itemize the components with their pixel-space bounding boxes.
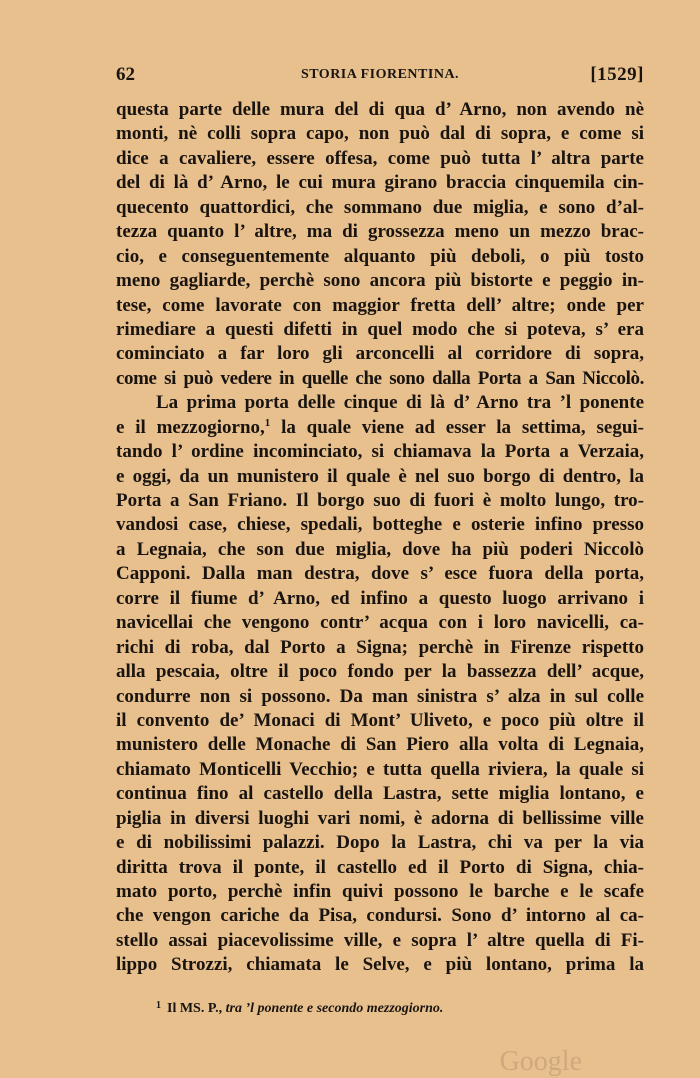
text-line: quecento quattordici, che sommano due miglia, e sono d’al- (116, 196, 644, 218)
footnote-italic: tra ’l ponente e secondo mezzogiorno. (225, 1001, 444, 1016)
text-line: La prima porta delle cinque di là d’ Arno tra ’l ponente (156, 392, 644, 414)
text-line: questa parte delle mura del di qua d’ Arno, non avendo nè (116, 99, 644, 120)
text-line: stello assai piacevolissime ville, e sopra l’ altre quella di Fi- (116, 929, 644, 951)
text-line: come si può vedere in quelle che sono dalla Porta a San Niccolò. (116, 367, 644, 389)
text-line: che vengon cariche da Pisa, condursi. Sono d’ intorno al ca- (116, 905, 644, 927)
text-line: rimediare a questi difetti in quel modo che si poteva, s’ era (116, 318, 644, 340)
text-line: tese, come lavorate con maggior fretta dell’ altre; onde per (116, 294, 644, 316)
text-line: alla pescaia, oltre il poco fondo per la bassezza dell’ acque, (116, 661, 644, 683)
text-line: diritta trova il ponte, il castello ed il Porto di Signa, chia- (116, 856, 644, 878)
footnote-lead: Il MS. P., (167, 1001, 223, 1016)
text-line: e oggi, da un munistero il quale è nel suo borgo di dentro, la (116, 465, 644, 487)
text-line: continua fino al castello della Lastra, sette miglia lontano, e (116, 783, 644, 805)
text-line: tando l’ ordine incominciato, si chiamava la Porta a Verzaia, (116, 441, 644, 463)
footnote-mark: 1 (156, 1000, 161, 1011)
text-line: meno gagliarde, perchè sono ancora più bistorte e peggio in- (116, 270, 644, 292)
running-title: STORIA FIORENTINA. (300, 67, 460, 82)
text-line: cio, e conseguentemente alquanto più deboli, o più tosto (116, 245, 644, 267)
text-line: Porta a San Friano. Il borgo suo di fuori è molto lungo, tro- (116, 490, 644, 511)
text-line: richi di roba, dal Porto a Signa; perchè in Firenze rispetto (116, 636, 644, 658)
text-line: vandosi case, chiese, spedali, botteghe e osterie infino presso (116, 514, 644, 536)
text-line: lippo Strozzi, chiamata le Selve, e più lontano, prima la (116, 954, 644, 976)
text-line: del di là d’ Arno, le cui mura girano braccia cinquemila cin- (116, 172, 644, 194)
text-line: tezza quanto l’ altre, ma di grossezza meno un mezzo brac- (116, 221, 644, 243)
text-line: il convento de’ Monaci di Mont’ Uliveto, e poco più oltre il (116, 709, 644, 731)
text-line-with-note (116, 416, 644, 440)
text-line: monti, nè colli sopra capo, non può dal di sopra, e come si (116, 123, 644, 145)
footnote-ref: 1 (264, 416, 271, 429)
text-line: dice a cavaliere, essere offesa, come può tutta l’ altra parte (116, 147, 644, 169)
text-fragment: e il mezzogiorno, (116, 416, 265, 438)
page-number: 62 (116, 64, 135, 85)
text-line: condurre non si possono. Da man sinistra s’ alza in sul colle (116, 685, 644, 707)
text-line: cominciato a far loro gli arconcelli al corridore di sopra, (116, 343, 644, 365)
page-header (116, 64, 644, 88)
text-line: mato porto, perchè infin quivi possono le barche e le scafe (116, 881, 644, 902)
text-line: munistero delle Monache di San Piero alla volta di Legnaia, (116, 734, 644, 756)
text-line: e di nobilissimi palazzi. Dopo la Lastra, chi va per la via (116, 832, 644, 854)
text-line: a Legnaia, che son due miglia, dove ha più poderi Niccolò (116, 538, 644, 560)
text-line: corre il fiume d’ Arno, ed infino a questo luogo arrivano i (116, 587, 644, 609)
year-marker: [1529] (590, 64, 644, 85)
text-line: navicellai che vengono contr’ acqua con i loro navicelli, ca- (116, 612, 644, 634)
text-line: piglia in diversi luoghi vari nomi, è adorna di bellissime ville (116, 807, 644, 829)
body-text (116, 98, 644, 978)
footnote (156, 1000, 636, 1017)
text-line: chiamato Monticelli Vecchio; e tutta quella riviera, la quale si (116, 758, 644, 780)
text-line: Capponi. Dalla man destra, dove s’ esce fuora della porta, (116, 563, 644, 585)
watermark-logo: Google (499, 1046, 582, 1077)
text-fragment: la quale viene ad esser la settima, segui- (270, 416, 644, 438)
